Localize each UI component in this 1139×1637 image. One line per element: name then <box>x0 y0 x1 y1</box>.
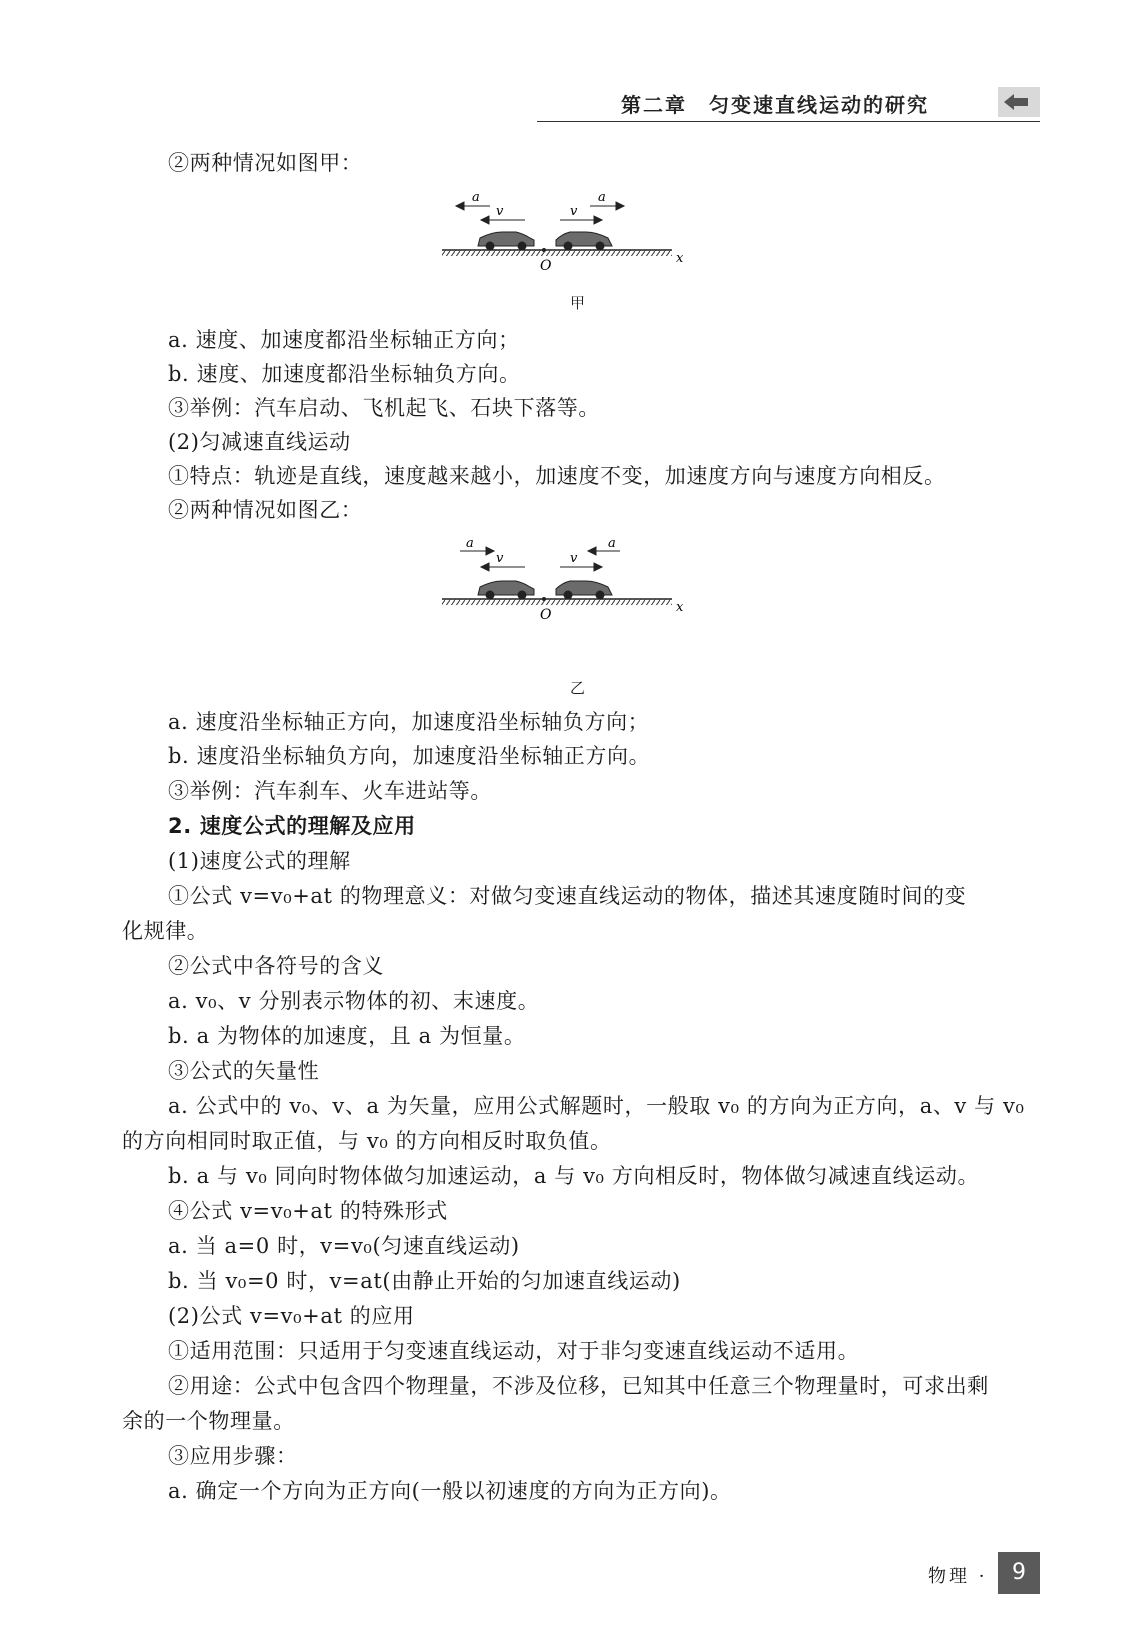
text-line: ②两种情况如图甲： <box>168 151 363 175</box>
text-line: b. 速度、加速度都沿坐标轴负方向。 <box>168 362 521 386</box>
text-line: (2)匀减速直线运动 <box>168 430 351 454</box>
text-line: ③举例：汽车刹车、火车进站等。 <box>168 779 492 803</box>
subject-label: 物理 · <box>928 1566 988 1587</box>
text-line: ②用途：公式中包含四个物理量，不涉及位移，已知其中任意三个物理量时，可求出剩 <box>168 1374 989 1398</box>
text-line: 的方向相同时取正值，与 v₀ 的方向相反时取负值。 <box>122 1129 612 1153</box>
axis-label: x <box>676 251 684 266</box>
text-line: a. 当 a=0 时，v=v₀(匀速直线运动) <box>168 1234 520 1258</box>
accel-label: a <box>608 537 616 551</box>
origin-point <box>542 248 546 252</box>
axis-label: x <box>676 600 684 615</box>
text-line: ①适用范围：只适用于匀变速直线运动，对于非匀变速直线运动不适用。 <box>168 1339 860 1363</box>
text-line: ①特点：轨迹是直线，速度越来越小，加速度不变，加速度方向与速度方向相反。 <box>168 464 946 488</box>
text-line: b. 当 v₀=0 时，v=at(由静止开始的匀加速直线运动) <box>168 1269 681 1293</box>
header-rule <box>537 121 1040 122</box>
text-line: ②公式中各符号的含义 <box>168 954 384 978</box>
chapter-title: 第二章 匀变速直线运动的研究 <box>621 93 929 117</box>
text-line: a. 速度沿坐标轴正方向，加速度沿坐标轴负方向； <box>168 710 650 734</box>
text-line: 余的一个物理量。 <box>122 1409 295 1433</box>
velocity-arrow-right <box>560 216 602 224</box>
text-line: ②两种情况如图乙： <box>168 498 363 522</box>
text-line: a. 速度、加速度都沿坐标轴正方向； <box>168 328 520 352</box>
arrow-left-icon <box>998 87 1040 117</box>
origin-label: O <box>540 258 552 274</box>
accel-label: a <box>472 190 480 205</box>
text-line: 化规律。 <box>122 919 209 943</box>
ground-hatch <box>442 250 672 256</box>
text-line: a. 公式中的 v₀、v、a 为矢量，应用公式解题时，一般取 v₀ 的方向为正方向，a、v 与 v₀ <box>168 1094 1025 1118</box>
car-left-icon <box>478 581 534 599</box>
figure-yi <box>440 537 720 647</box>
text-line: (2)公式 v=v₀+at 的应用 <box>168 1304 415 1328</box>
text-line: ③应用步骤： <box>168 1444 298 1468</box>
origin-label: O <box>540 607 552 623</box>
velocity-arrow-right <box>560 563 602 571</box>
velocity-label: v <box>570 204 578 219</box>
text-line: ③公式的矢量性 <box>168 1059 320 1083</box>
text-line: (1)速度公式的理解 <box>168 849 351 873</box>
figure-label: 甲 <box>570 294 586 312</box>
velocity-label: v <box>496 551 504 566</box>
velocity-label: v <box>496 204 504 219</box>
section-heading: 2. 速度公式的理解及应用 <box>168 814 416 838</box>
text-line: a. v₀、v 分别表示物体的初、末速度。 <box>168 989 540 1013</box>
text-line: b. a 与 v₀ 同向时物体做匀加速运动，a 与 v₀ 方向相反时，物体做匀减速直线运动。 <box>168 1164 980 1188</box>
accel-arrow-right <box>590 202 624 210</box>
ground-hatch <box>442 599 672 605</box>
figure-label: 乙 <box>570 679 586 697</box>
accel-label: a <box>598 190 606 205</box>
velocity-label: v <box>570 551 578 566</box>
text-line: ④公式 v=v₀+at 的特殊形式 <box>168 1199 448 1223</box>
figure-jia <box>440 188 720 298</box>
text-line: b. 速度沿坐标轴负方向，加速度沿坐标轴正方向。 <box>168 744 651 768</box>
text-line: ③举例：汽车启动、飞机起飞、石块下落等。 <box>168 396 600 420</box>
car-right-icon <box>556 581 612 599</box>
text-line: a. 确定一个方向为正方向(一般以初速度的方向为正方向)。 <box>168 1479 732 1503</box>
text-line: b. a 为物体的加速度，且 a 为恒量。 <box>168 1024 526 1048</box>
text-line: ①公式 v=v₀+at 的物理意义：对做匀变速直线运动的物体，描述其速度随时间的变 <box>168 884 967 908</box>
origin-point <box>542 597 546 601</box>
accel-label: a <box>466 537 474 551</box>
car-right-icon <box>556 232 612 250</box>
car-left-icon <box>478 232 534 250</box>
page-number: 9 <box>998 1552 1040 1594</box>
